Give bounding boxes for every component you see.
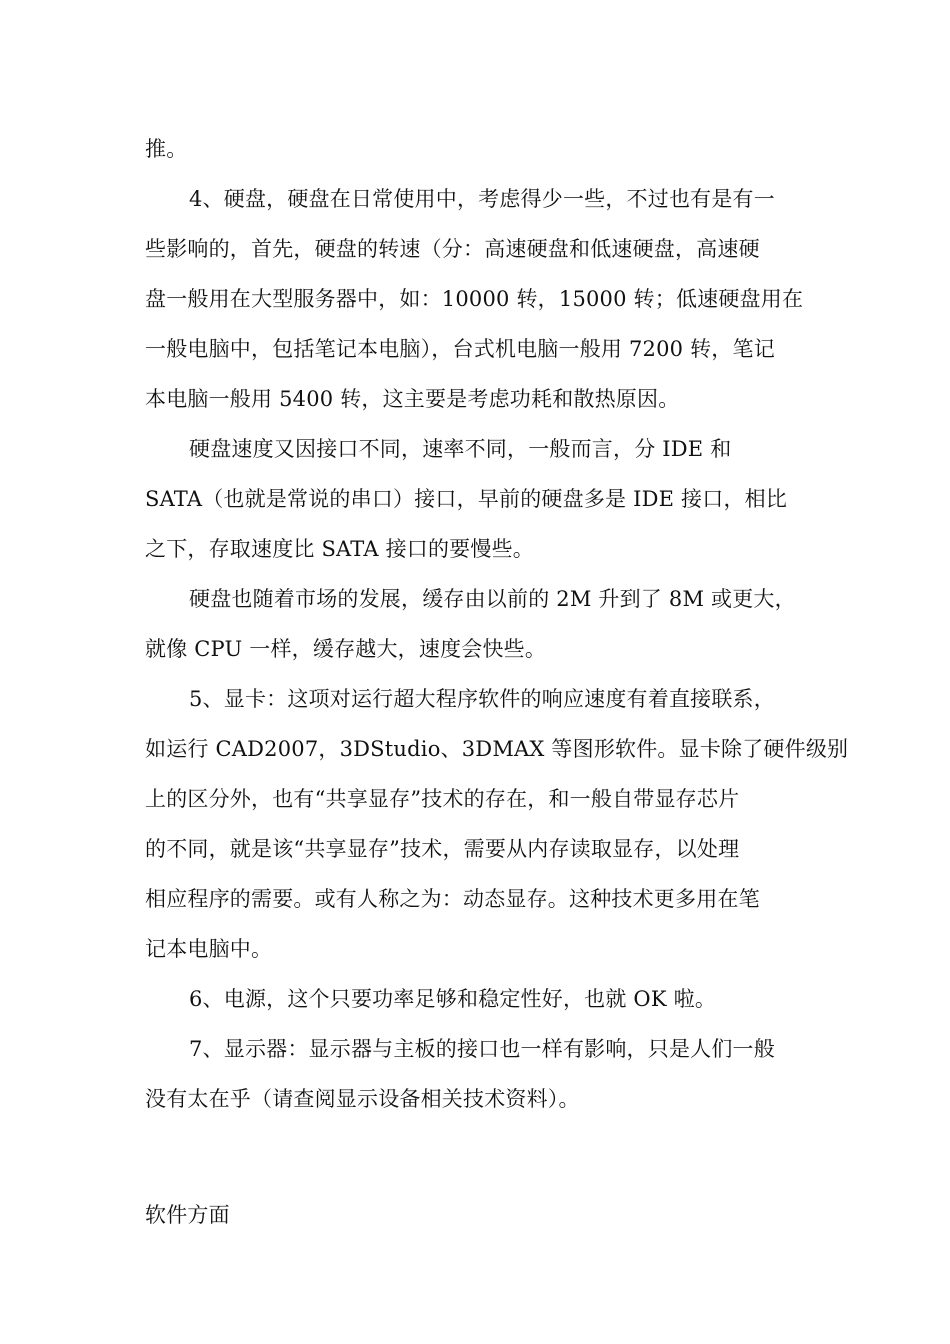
text-line: 些影响的，首先，硬盘的转速（分：高速硬盘和低速硬盘，高速硬 — [145, 237, 760, 261]
text-line: 硬盘速度又因接口不同，速率不同，一般而言，分 IDE 和 — [189, 437, 732, 461]
text-line: 如运行 CAD2007，3DStudio、3DMAX 等图形软件。显卡除了硬件级别 — [145, 737, 849, 761]
text-line: 就像 CPU 一样，缓存越大，速度会快些。 — [145, 637, 547, 661]
text-line: 7、显示器：显示器与主板的接口也一样有影响，只是人们一般 — [189, 1037, 775, 1061]
text-line: 上的区分外，也有“共享显存”技术的存在，和一般自带显存芯片 — [145, 787, 740, 811]
section-gap — [145, 1124, 810, 1190]
text-line: 的不同，就是该“共享显存”技术，需要从内存读取显存，以处理 — [145, 837, 740, 861]
text-line: 4、硬盘，硬盘在日常使用中，考虑得少一些，不过也有是有一 — [189, 187, 775, 211]
document-page — [145, 124, 849, 1240]
text-line: 没有太在乎（请查阅显示设备相关技术资料）。 — [145, 1087, 580, 1111]
text-line: 本电脑一般用 5400 转，这主要是考虑功耗和散热原因。 — [145, 387, 680, 411]
section-heading: 软件方面 — [145, 1203, 230, 1227]
text-line: 6、电源，这个只要功率足够和稳定性好，也就 OK 啦。 — [189, 987, 717, 1011]
text-line: 一般电脑中，包括笔记本电脑），台式机电脑一般用 7200 转，笔记 — [145, 337, 775, 361]
text-line: 相应程序的需要。或有人称之为：动态显存。这种技术更多用在笔 — [145, 887, 760, 911]
text-line: 推。 — [145, 137, 188, 161]
text-line: 5、显卡：这项对运行超大程序软件的响应速度有着直接联系， — [189, 687, 775, 711]
text-line: 硬盘也随着市场的发展，缓存由以前的 2M 升到了 8M 或更大， — [189, 587, 796, 611]
text-line: 盘一般用在大型服务器中，如：10000 转，15000 转；低速硬盘用在 — [145, 287, 804, 311]
text-line: SATA（也就是常说的串口）接口，早前的硬盘多是 IDE 接口，相比 — [145, 487, 788, 511]
text-line: 记本电脑中。 — [145, 937, 273, 961]
text-line: 之下，存取速度比 SATA 接口的要慢些。 — [145, 537, 534, 561]
